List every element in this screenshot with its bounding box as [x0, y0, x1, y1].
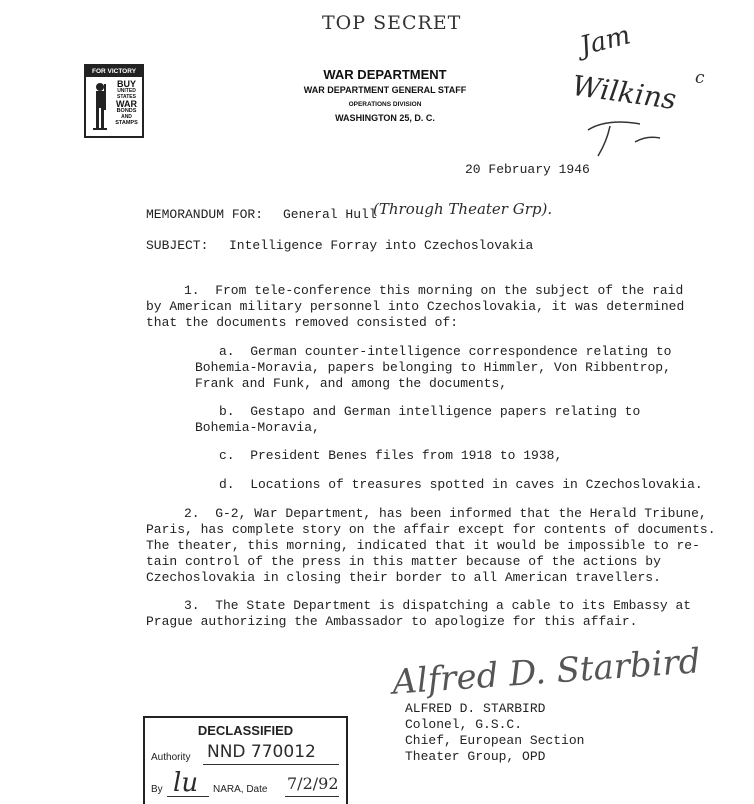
item-a-line: Bohemia-Moravia, papers belonging to Himmler, Von Ribbentrop, [195, 360, 671, 375]
paragraph-3-line: 3. The State Department is dispatching a cable to its Embassy at [184, 598, 692, 613]
memo-for-label: MEMORANDUM FOR: [146, 207, 264, 222]
subject-label: SUBJECT: [146, 238, 209, 253]
letterhead-line-1: WAR DEPARTMENT [323, 67, 447, 82]
date-value: 7/2/92 [287, 774, 339, 793]
signature-handwritten: Alfred D. Starbird [390, 641, 702, 703]
logo-text [113, 80, 140, 126]
memo-for-handwritten: (Through Theater Grp). [373, 200, 553, 218]
by-value: lu [173, 768, 199, 798]
signature-line: Theater Group, OPD [405, 749, 546, 764]
signature-line: Chief, European Section [405, 733, 585, 748]
signature-line: ALFRED D. STARBIRD [405, 701, 546, 716]
letterhead-line-3: OPERATIONS DIVISION [348, 101, 422, 108]
declassified-title: DECLASSIFIED [197, 723, 294, 738]
paragraph-3-line: Prague authorizing the Ambassador to apologize for this affair. [146, 614, 638, 629]
paragraph-2-line: tain control of the press in this matter because of the actions by [146, 554, 661, 569]
authority-label: Authority [151, 752, 191, 763]
margin-note-line: Wilkins [570, 68, 679, 117]
item-b-line: Bohemia-Moravia, [195, 420, 320, 435]
soldier-silhouette-icon [89, 80, 111, 132]
by-label: By [151, 784, 163, 795]
letterhead-line-4: WASHINGTON 25, D. C. [335, 113, 435, 123]
item-b-line: b. Gestapo and German intelligence papers relating to [219, 404, 641, 419]
logo-line: BONDS [116, 108, 137, 114]
top-secret-stamp: TOP SECRET [322, 12, 462, 34]
memo-date: 20 February 1946 [465, 162, 590, 177]
logo-line: BUY [116, 79, 136, 89]
nara-date-label: NARA, Date [213, 784, 268, 795]
paragraph-1-line: that the documents removed consisted of: [146, 315, 459, 330]
subject-text: Intelligence Forray into Czechoslovakia [229, 238, 534, 253]
date-underline [285, 796, 339, 797]
logo-line: STATES [117, 94, 136, 100]
logo-line: AND [121, 114, 132, 120]
war-bonds-logo [84, 64, 144, 138]
authority-value: NND 770012 [207, 742, 316, 762]
item-c-line: c. President Benes files from 1918 to 1938, [219, 448, 563, 463]
item-a-line: a. German counter-intelligence correspondence relating to [219, 344, 672, 359]
margin-note-line: c [695, 68, 705, 88]
paragraph-2-line: Paris, has complete story on the affair except for contents of documents. [146, 522, 716, 537]
paragraph-2-line: Czechoslovakia in closing their border to all American travellers. [146, 570, 661, 585]
logo-line: UNITED [117, 88, 136, 94]
logo-line: WAR [116, 99, 137, 109]
paragraph-2-line: 2. G-2, War Department, has been informed that the Herald Tribune, [184, 506, 707, 521]
item-d-line: d. Locations of treasures spotted in caves in Czechoslovakia. [219, 477, 703, 492]
paragraph-1-line: by American military personnel into Czechoslovakia, it was determined [146, 299, 685, 314]
paragraph-2-line: The theater, this morning, indicated that it would be impossible to re- [146, 538, 700, 553]
margin-scribble-icon [580, 112, 670, 162]
memo-for-recipient: General Hull [283, 207, 377, 222]
item-a-line: Frank and Funk, and among the documents, [195, 376, 508, 391]
logo-line: STAMPS [115, 120, 138, 126]
margin-note-line: Jam [577, 20, 634, 62]
paragraph-1-line: 1. From tele-conference this morning on the subject of the raid [184, 283, 684, 298]
logo-top-text: FOR VICTORY [86, 66, 142, 77]
authority-underline [203, 764, 339, 765]
declassified-stamp [143, 716, 348, 804]
signature-line: Colonel, G.S.C. [405, 717, 523, 732]
letterhead-line-2: WAR DEPARTMENT GENERAL STAFF [303, 85, 467, 95]
